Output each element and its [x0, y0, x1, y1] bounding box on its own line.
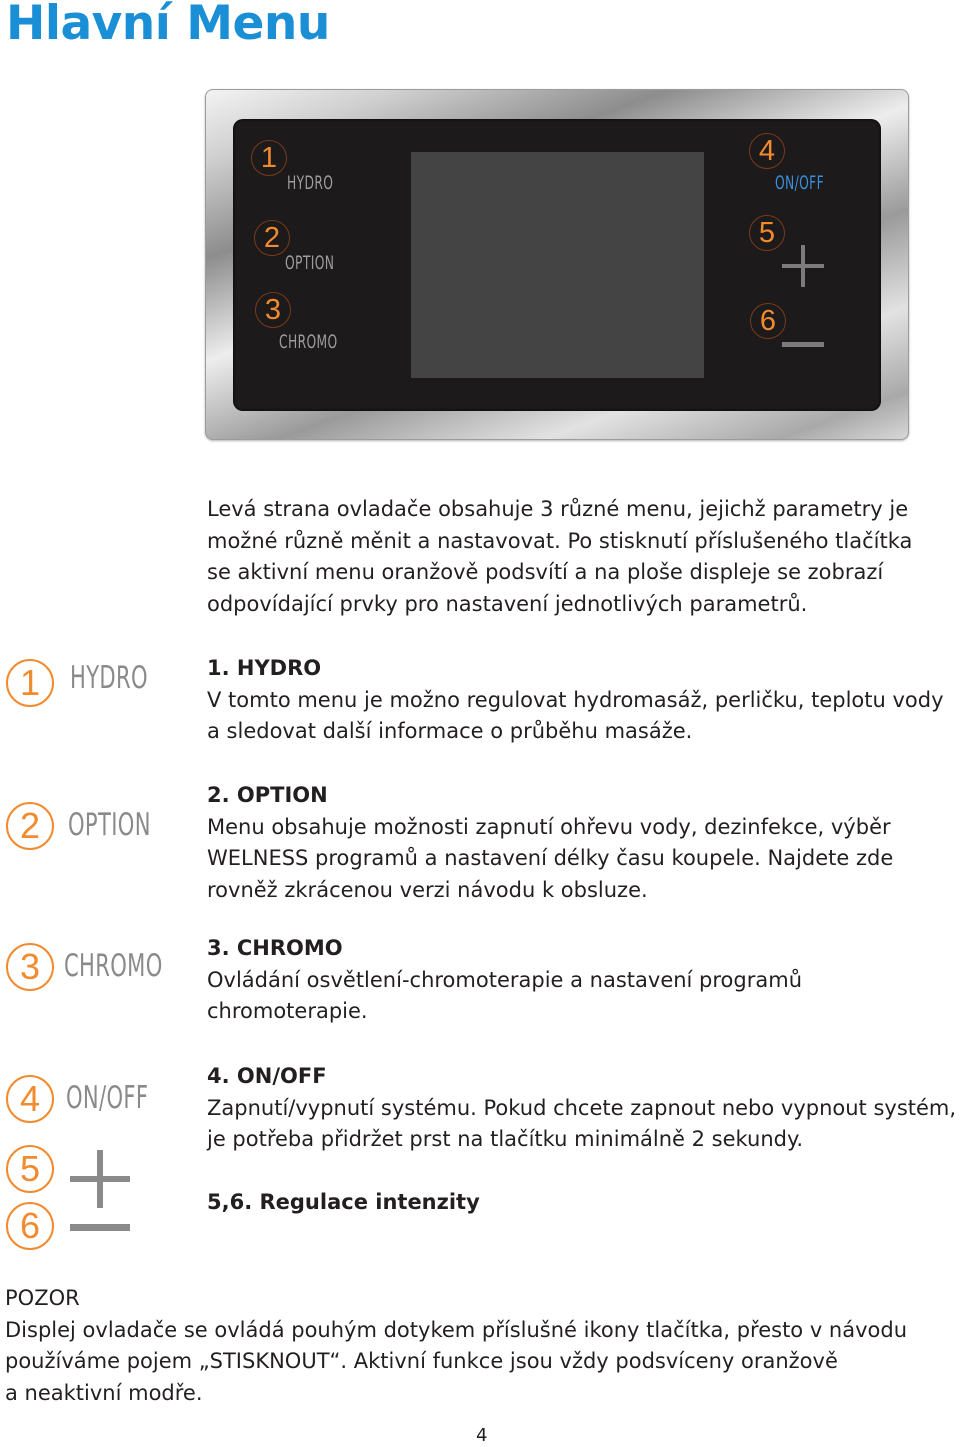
note-block [5, 1283, 907, 1409]
section-line: a sledovat další informace o průběhu masáže. [207, 719, 693, 743]
legend-label-option: OPTION [68, 807, 151, 843]
note-line: používáme pojem „STISKNOUT“. Aktivní funkce jsou vždy podsvíceny oranžově [5, 1349, 838, 1373]
section-heading: 3. CHROMO [207, 936, 343, 960]
panel-button-4-number[interactable]: 4 [749, 133, 785, 169]
section-option [207, 780, 893, 906]
note-heading: POZOR [5, 1286, 80, 1310]
panel-button-2-number[interactable]: 2 [254, 220, 290, 256]
intro-line: odpovídající prvky pro nastavení jednotlivých parametrů. [207, 591, 808, 616]
panel-plus-icon-vertical[interactable] [801, 245, 805, 287]
intro-line: se aktivní menu oranžově podsvítí a na ploše displeje se zobrazí [207, 560, 884, 584]
note-line: a neaktivní modře. [5, 1380, 203, 1405]
section-line: chromoterapie. [207, 999, 368, 1023]
panel-button-3-number[interactable]: 3 [255, 292, 291, 328]
panel-button-hydro-label[interactable]: HYDRO [287, 172, 334, 194]
panel-button-chromo-label[interactable]: CHROMO [279, 331, 338, 353]
legend-label-onoff: ON/OFF [66, 1080, 149, 1116]
panel-button-onoff-label[interactable]: ON/OFF [775, 172, 825, 194]
section-chromo [207, 933, 802, 1028]
legend-number-5: 5 [6, 1145, 54, 1193]
section-heading: 5,6. Regulace intenzity [207, 1190, 480, 1214]
panel-button-option-label[interactable]: OPTION [285, 252, 335, 274]
panel-button-1-number[interactable]: 1 [251, 140, 287, 176]
section-line: rovněž zkrácenou verzi návodu k obsluze. [207, 877, 648, 902]
section-line: Ovládání osvětlení-chromoterapie a nastavení programů [207, 967, 803, 992]
section-line: V tomto menu je možno regulovat hydromasáž, perličku, teplotu vody [207, 687, 944, 712]
legend-number-4: 4 [6, 1075, 54, 1123]
section-heading: 4. ON/OFF [207, 1064, 327, 1088]
panel-button-5-number[interactable]: 5 [749, 215, 785, 251]
intro-paragraph [207, 494, 912, 620]
legend-minus-icon [70, 1224, 130, 1231]
intro-line: možné různě měnit a nastavovat. Po stisknutí příslušeného tlačítka [207, 528, 913, 553]
section-line: je potřeba přidržet prst na tlačítku minimálně 2 sekundy. [207, 1127, 804, 1151]
panel-minus-icon[interactable] [782, 342, 824, 347]
section-intensity [207, 1187, 480, 1219]
page-number: 4 [476, 1425, 488, 1446]
legend-plus-icon-vertical [97, 1150, 103, 1208]
section-onoff [207, 1061, 956, 1156]
intro-line: Levá strana ovladače obsahuje 3 různé menu, jejichž parametry je [207, 497, 909, 521]
panel-button-6-number[interactable]: 6 [750, 303, 786, 339]
note-line: Displej ovladače se ovládá pouhým dotykem příslušné ikony tlačítka, přesto v návodu [5, 1317, 908, 1342]
legend-number-1: 1 [6, 659, 54, 707]
section-heading: 1. HYDRO [207, 656, 322, 680]
legend-label-hydro: HYDRO [70, 660, 148, 696]
section-line: WELNESS programů a nastavení délky času koupele. Najdete zde [207, 846, 894, 870]
section-heading: 2. OPTION [207, 783, 328, 807]
panel-display-area [411, 152, 704, 378]
legend-label-chromo: CHROMO [64, 948, 163, 984]
page-title: Hlavní Menu [6, 0, 330, 51]
legend-number-3: 3 [6, 943, 54, 991]
legend-number-2: 2 [6, 802, 54, 850]
section-line: Menu obsahuje možnosti zapnutí ohřevu vody, dezinfekce, výběr [207, 814, 891, 839]
section-line: Zapnutí/vypnutí systému. Pokud chcete zapnout nebo vypnout systém, [207, 1095, 957, 1120]
legend-number-6: 6 [6, 1202, 54, 1250]
section-hydro [207, 653, 944, 748]
